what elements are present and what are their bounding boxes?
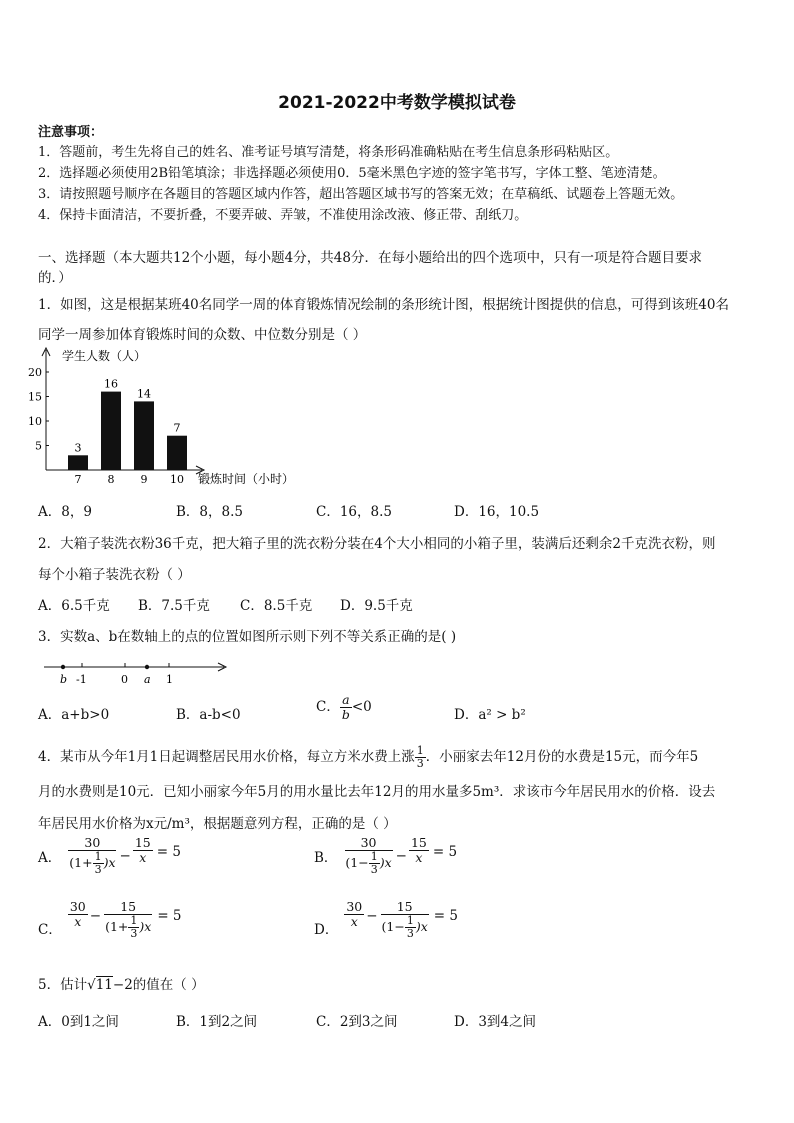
bar-value-label: 3 <box>74 441 82 455</box>
question-4-option-d[interactable] <box>314 900 458 940</box>
question-1-text-cont: 同学一周参加体育锻炼时间的众数、中位数分别是（ ） <box>38 327 367 343</box>
x-axis-label: 锻炼时间（小时） <box>198 472 295 486</box>
denominator-close: )x <box>379 855 392 871</box>
fraction-numerator: 30 <box>69 899 86 914</box>
question-1-option-d[interactable]: D．16，10.5 <box>454 504 540 520</box>
question-4-option-a[interactable] <box>38 836 181 876</box>
radicand: 11 <box>95 977 113 993</box>
option-label: D． <box>314 922 339 938</box>
bar-8 <box>101 392 121 470</box>
question-4-text-cont: 月的水费则是10元．已知小丽家今年5月的用水量比去年12月的用水量多5m³．求该市今年居民用水的价格．设去 <box>38 784 716 800</box>
fraction-denominator: x <box>415 849 423 865</box>
bar-value-label: 16 <box>104 377 118 391</box>
denominator-open: (1+ <box>105 919 129 935</box>
label-0: 0 <box>121 673 128 686</box>
bar-chart <box>30 346 320 490</box>
y-tick-label: 5 <box>35 439 42 453</box>
fraction-numerator: 1 <box>370 849 378 863</box>
question-4-text-cont2: 年居民用水价格为x元/m³，根据题意列方程，正确的是（ ） <box>38 816 397 832</box>
page-title: 2021-2022中考数学模拟试卷 <box>278 93 516 113</box>
question-2-option-d[interactable]: D．9.5千克 <box>340 598 413 614</box>
section-heading: 一、选择题（本大题共12个小题，每小题4分，共48分．在每小题给出的四个选项中，只有一项是符合题目要求 <box>38 250 702 266</box>
y-axis-label: 学生人数（人） <box>62 349 147 363</box>
minus-sign: − <box>366 908 378 924</box>
x-tick-label: 10 <box>170 473 184 486</box>
minus-sign: − <box>89 908 102 924</box>
notice-item: 2．选择题必须使用2B铅笔填涂；非选择题必须使用0．5毫米黑色字迹的签字笔书写，字体工整、笔迹清楚。 <box>38 166 666 181</box>
fraction-denominator: 3 <box>416 757 424 771</box>
question-4-option-c[interactable] <box>38 900 182 940</box>
question-2-option-c[interactable]: C．8.5千克 <box>240 598 313 614</box>
fraction-denominator: 3 <box>94 862 102 876</box>
question-4-text <box>38 745 698 770</box>
q4-text-b: ．小丽家去年12月份的水费是15元，而今年5 <box>425 749 699 766</box>
option-label: C． <box>38 922 62 938</box>
question-1-option-b[interactable]: B．8，8.5 <box>176 504 243 520</box>
option-label: B． <box>314 849 338 866</box>
q4-text-a: 4．某市从今年1月1日起调整居民用水价格，每立方米水费上涨 <box>38 749 415 766</box>
question-3-option-c[interactable] <box>316 693 372 722</box>
question-5-option-c[interactable]: C．2到3之间 <box>316 1014 398 1030</box>
bar-7 <box>68 455 88 470</box>
question-5-text <box>38 973 205 993</box>
fraction-numerator: 30 <box>346 899 363 914</box>
label-1: 1 <box>166 673 173 686</box>
denominator-close: )x <box>415 919 428 935</box>
y-tick-label: 20 <box>28 366 42 379</box>
bar-10 <box>167 436 187 470</box>
fraction-denominator: b <box>341 706 350 722</box>
fraction-numerator: 15 <box>410 835 427 850</box>
denominator-open: (1− <box>381 919 405 935</box>
minus-sign: − <box>395 847 407 864</box>
option-label: C． <box>316 698 340 715</box>
x-tick-label: 9 <box>140 473 148 486</box>
question-2-text: 2．大箱子装洗衣粉36千克，把大箱子里的洗衣粉分装在4个大小相同的小箱子里，装满后还剩余2千克洗衣粉，则 <box>38 536 716 552</box>
fraction-denominator: 3 <box>406 926 414 940</box>
q5-text-b: −2的值在（ ） <box>112 977 205 993</box>
y-tick-label: 15 <box>28 390 42 404</box>
number-line <box>38 656 238 686</box>
fraction-numerator: 30 <box>345 836 393 851</box>
notice-item: 4．保持卡面清洁，不要折叠，不要弄破、弄皱，不准使用涂改液、修正带、刮纸刀。 <box>38 208 528 223</box>
x-tick-label: 8 <box>107 473 115 486</box>
fraction-numerator: 15 <box>104 900 152 915</box>
question-5-option-a[interactable]: A．0到1之间 <box>38 1014 119 1030</box>
inequality: <0 <box>351 698 372 715</box>
bar-value-label: 7 <box>173 421 181 435</box>
x-tick-label: 7 <box>74 473 82 486</box>
question-3-option-b[interactable]: B．a-b<0 <box>176 707 241 723</box>
point-a <box>145 665 149 669</box>
question-1-text: 1．如图，这是根据某班40名同学一周的体育锻炼情况绘制的条形统计图，根据统计图提供的信息，可得到该班40名 <box>38 297 729 313</box>
question-1-option-c[interactable]: C．16，8.5 <box>316 504 392 520</box>
notice-heading: 注意事项： <box>38 125 104 140</box>
question-5-option-b[interactable]: B．1到2之间 <box>176 1014 258 1030</box>
fraction-numerator: 1 <box>130 913 138 927</box>
sqrt-icon: √ <box>87 977 96 993</box>
label-minus-1: -1 <box>76 673 87 686</box>
fraction-denominator: x <box>350 913 358 929</box>
question-3-option-a[interactable]: A．a+b>0 <box>38 707 110 723</box>
question-5-option-d[interactable]: D．3到4之间 <box>454 1014 537 1030</box>
label-a: a <box>144 673 151 686</box>
fraction-denominator: x <box>139 849 147 865</box>
denominator-open: (1+ <box>69 855 93 871</box>
option-label: A． <box>38 849 62 866</box>
question-2-text-cont: 每个小箱子装洗衣粉（ ） <box>38 567 191 583</box>
question-3-option-d[interactable]: D．a² > b² <box>454 707 526 723</box>
question-3-text: 3．实数a、b在数轴上的点的位置如图所示则下列不等关系正确的是( ) <box>38 629 457 645</box>
fraction-denominator: 3 <box>130 926 138 940</box>
notice-item: 3．请按照题号顺序在各题目的答题区域内作答，超出答题区域书写的答案无效；在草稿纸、试题卷上答题无效。 <box>38 187 684 202</box>
bar-value-label: 14 <box>137 387 151 401</box>
fraction-numerator: 15 <box>381 900 429 915</box>
equals: = 5 <box>156 844 181 860</box>
minus-sign: − <box>119 847 131 864</box>
bar-9 <box>134 401 154 470</box>
fraction-numerator: a <box>342 692 350 707</box>
q5-text-a: 5．估计 <box>38 977 88 993</box>
question-2-option-a[interactable]: A．6.5千克 <box>38 598 110 614</box>
fraction-denominator: x <box>74 913 82 929</box>
denominator-close: )x <box>103 855 116 871</box>
fraction-denominator: 3 <box>370 862 378 876</box>
equals: = 5 <box>157 908 182 924</box>
fraction-numerator: 30 <box>68 836 116 851</box>
question-4-option-b[interactable] <box>314 836 457 876</box>
notice-item: 1．答题前，考生先将自己的姓名、准考证号填写清楚，将条形码准确粘贴在考生信息条形码粘贴区。 <box>38 145 619 160</box>
fraction-numerator: 1 <box>406 913 414 927</box>
question-1-option-a[interactable]: A．8，9 <box>38 504 92 520</box>
fraction-numerator: 15 <box>134 835 151 850</box>
denominator-open: (1− <box>345 855 369 871</box>
equals: = 5 <box>432 844 458 860</box>
equals: = 5 <box>433 908 458 924</box>
label-b: b <box>60 673 68 686</box>
point-b <box>61 665 65 669</box>
denominator-close: )x <box>139 919 152 935</box>
y-tick-label: 10 <box>28 415 42 428</box>
fraction-numerator: 1 <box>416 744 424 757</box>
fraction-numerator: 1 <box>94 849 102 863</box>
question-2-option-b[interactable]: B．7.5千克 <box>138 598 210 614</box>
section-heading-cont: 的．） <box>38 270 72 286</box>
